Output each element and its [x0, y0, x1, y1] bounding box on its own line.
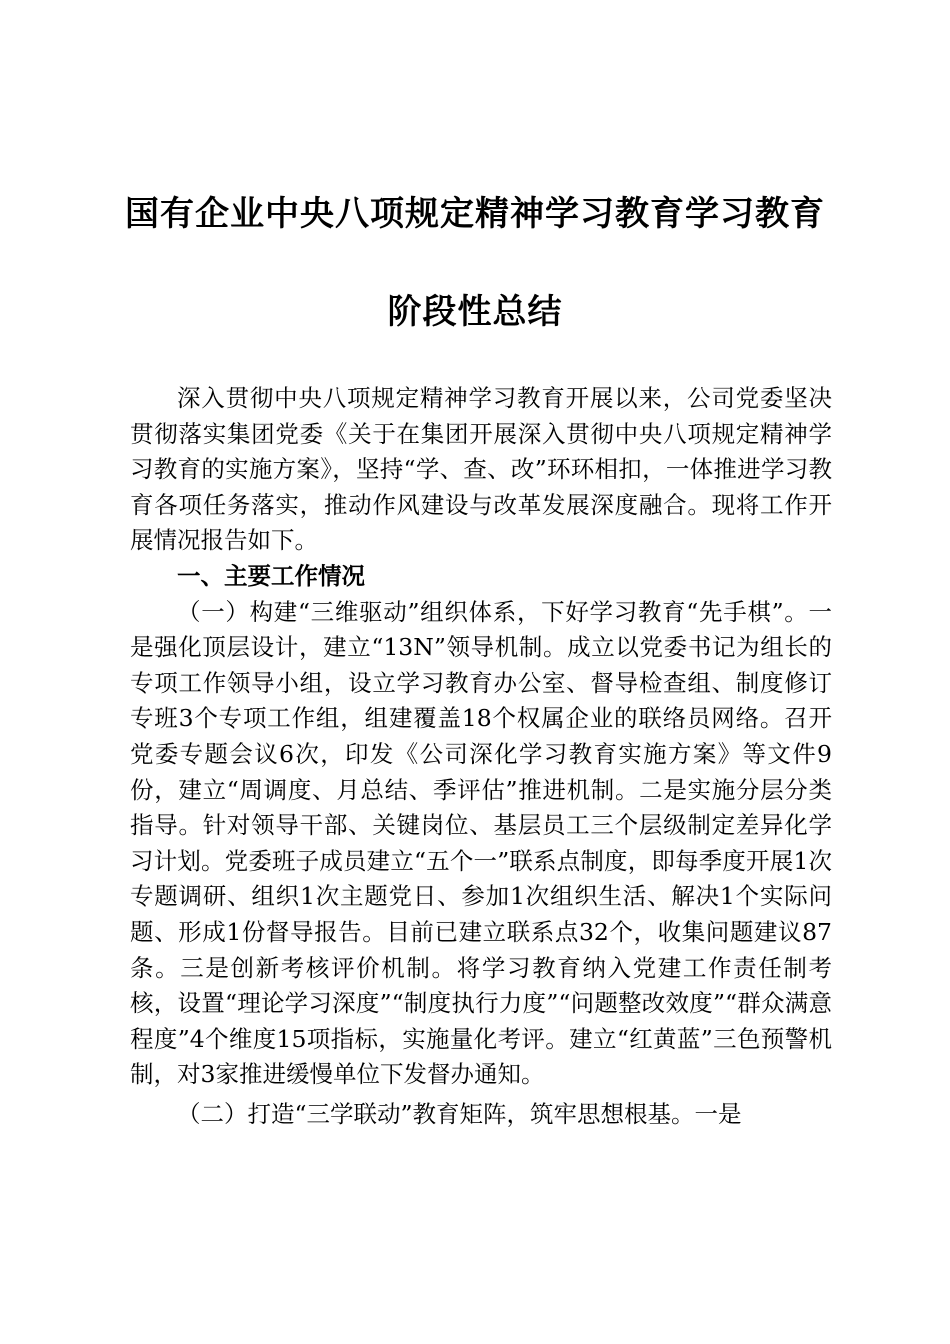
section-heading-main-work: 一、主要工作情况 — [177, 561, 365, 590]
intro-paragraph: 深入贯彻中央八项规定精神学习教育开展以来，公司党委坚决贯彻落实集团党委《关于在集团开展深入贯彻中央八项规定精神学习教育的实施方案》，坚持“学、查、改”环环相扣，一体推进学习教育各项任务落实，推动作风建设与改革发展深度融合。现将工作开展情况报告如下。 — [130, 384, 832, 555]
document-title-line-1: 国有企业中央八项规定精神学习教育学习教育 — [125, 194, 825, 234]
document-body — [130, 381, 832, 1132]
document-title-line-2: 阶段性总结 — [387, 292, 563, 332]
section-2-paragraph: （二）打造“三学联动”教育矩阵，筑牢思想根基。一是 — [177, 1099, 742, 1128]
section-1-paragraph: （一）构建“三维驱动”组织体系，下好学习教育“先手棋”。一是强化顶层设计，建立“13N”领导机制。成立以党委书记为组长的专项工作领导小组，设立学习教育办公室、督导检查组、制度修订专班3个专项工作组，组建覆盖18个权属企业的联络员网络。召开党委专题会议6次，印发《公司深化学习教育实施方案》等文件9份，建立“周调度、月总结、季评估”推进机制。二是实施分层分类指导。针对领导干部、关键岗位、基层员工三个层级制定差异化学习计划。党委班子成员建立“五个一”联系点制度，即每季度开展1次专题调研、组织1次主题党日、参加1次组织生活、解决1个实际问题、形成1份督导报告。目前已建立联系点32个，收集问题建议87条。三是创新考核评价机制。将学习教育纳入党建工作责任制考核，设置“理论学习深度”“制度执行力度”“问题整改效度”“群众满意程度”4个维度15项指标，实施量化考评。建立“红黄蓝”三色预警机制，对3家推进缓慢单位下发督办通知。 — [130, 597, 832, 1089]
